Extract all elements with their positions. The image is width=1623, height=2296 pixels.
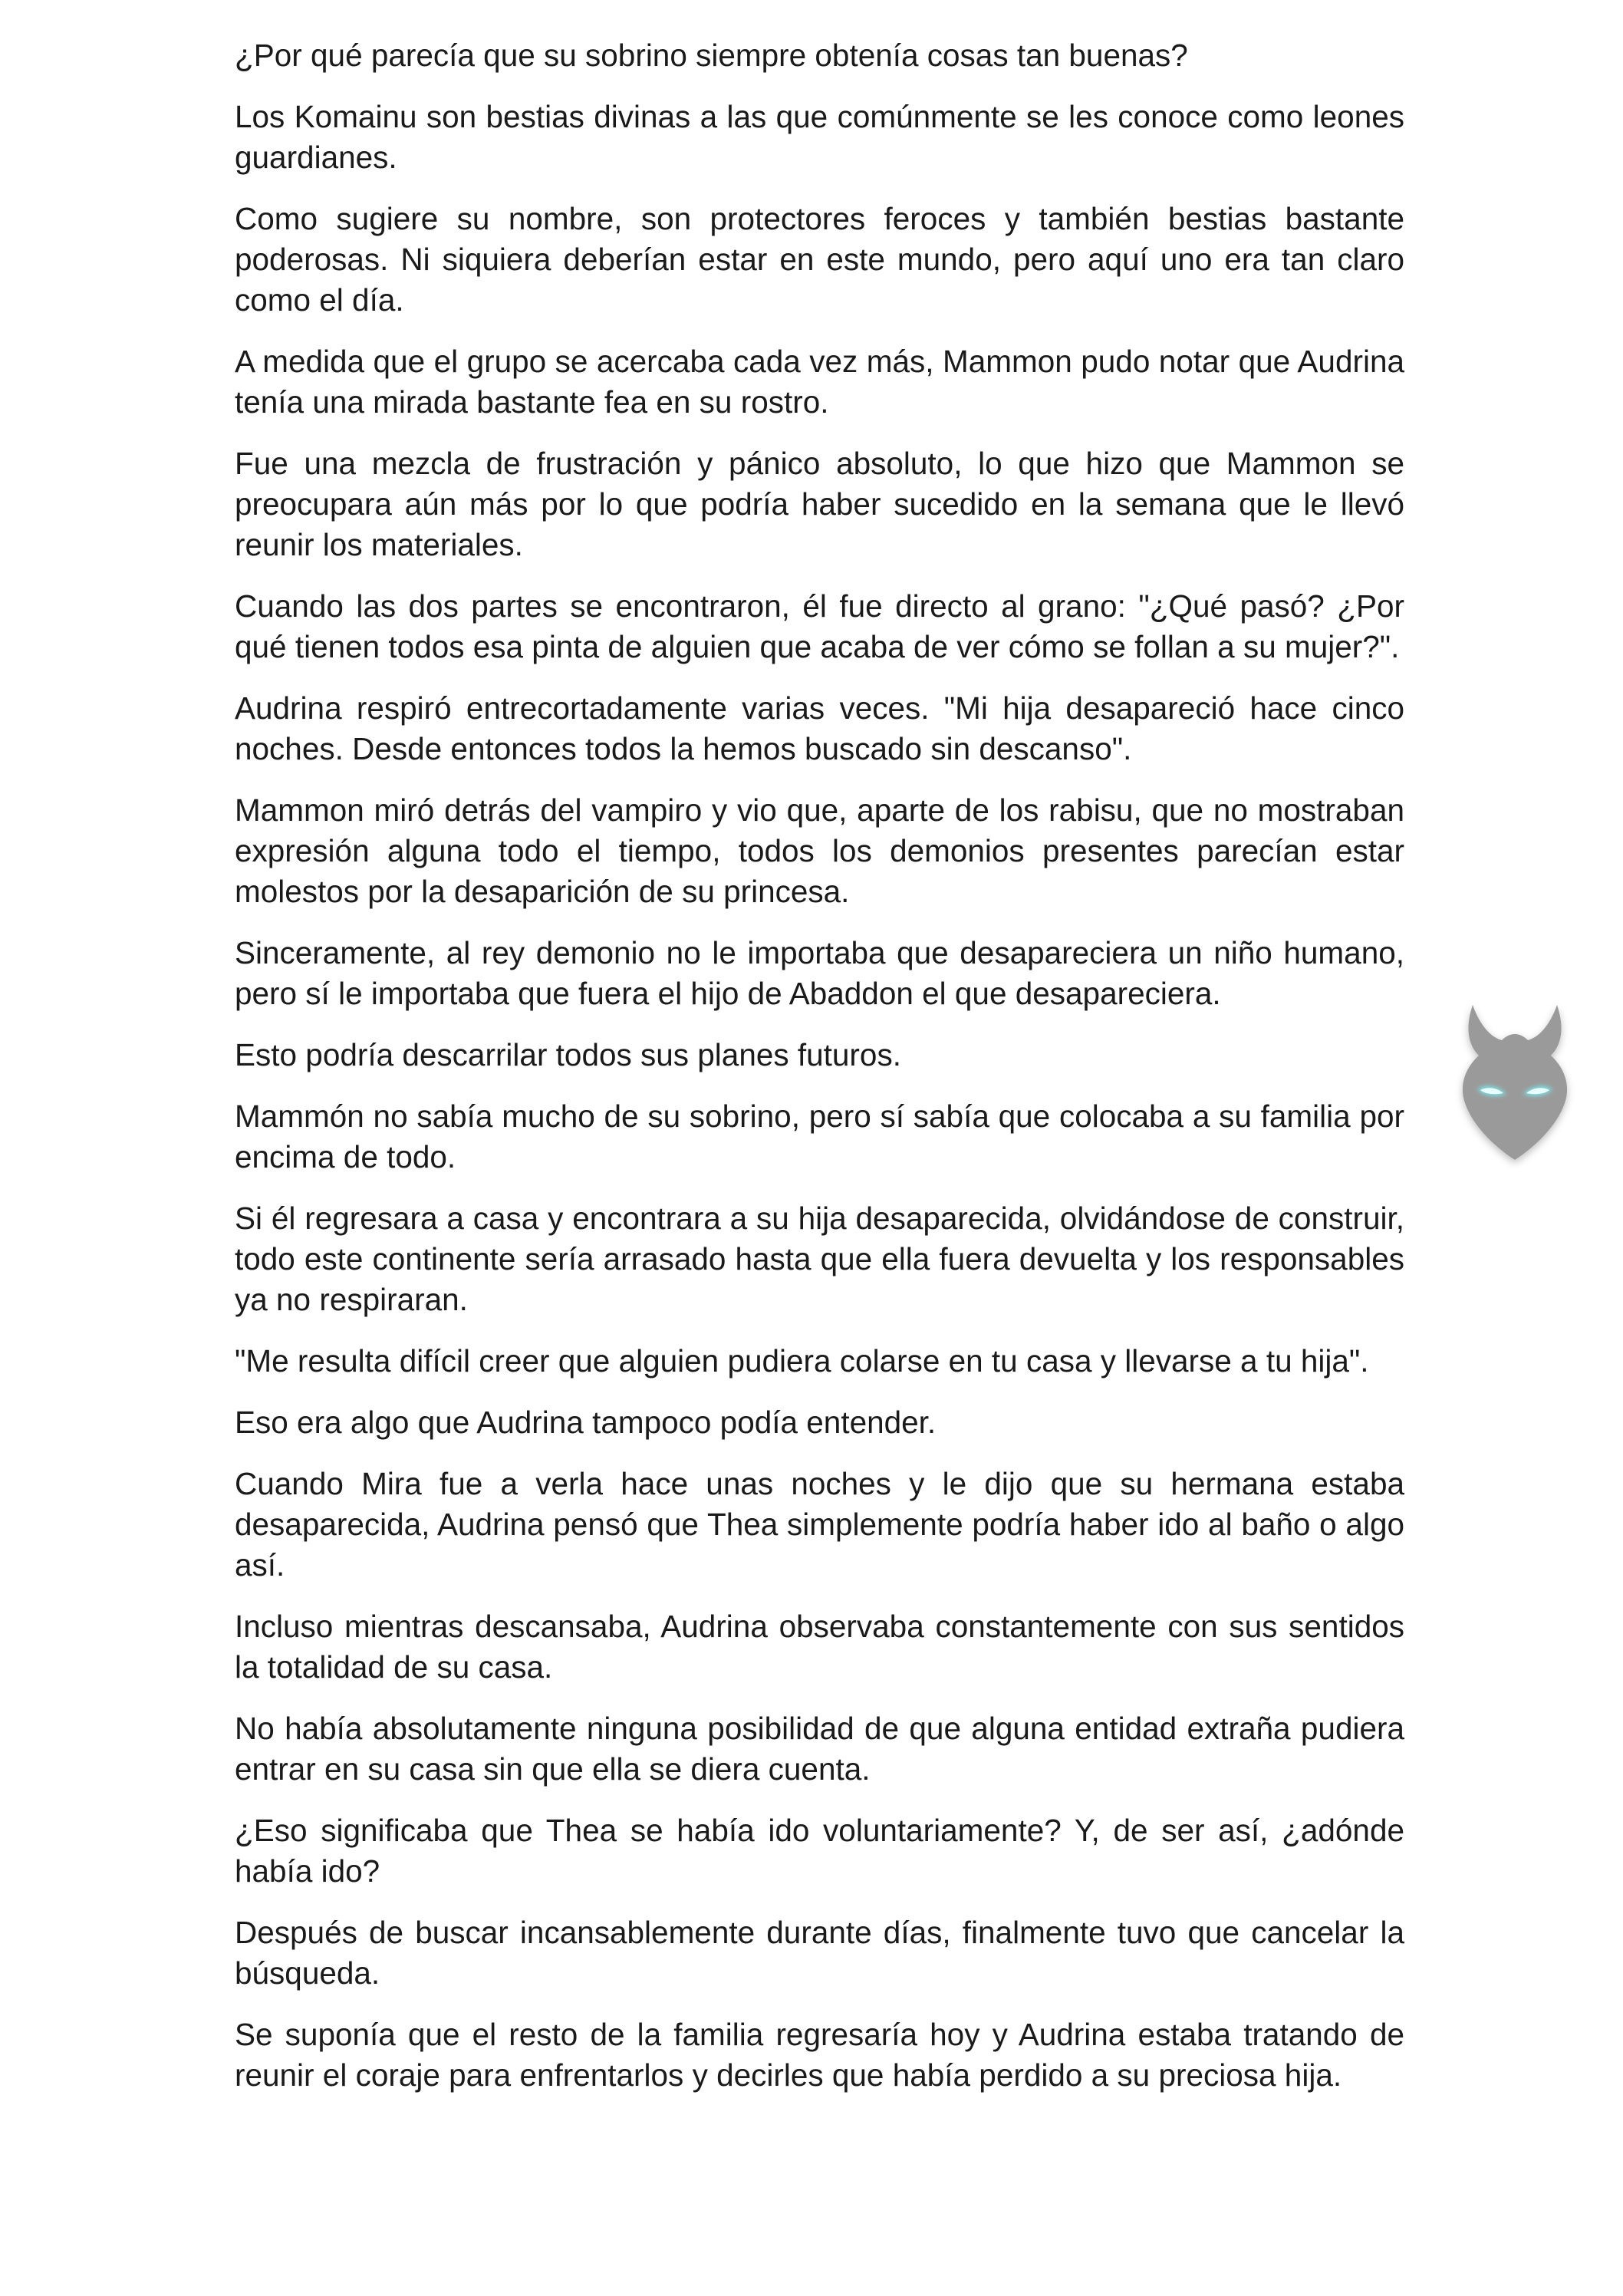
- paragraph-6: Cuando las dos partes se encontraron, él fue directo al grano: "¿Qué pasó? ¿Por qué tienen todos esa pinta de alguien que acaba de ver cómo se follan a su mujer?".: [235, 588, 1404, 664]
- paragraph-16: Incluso mientras descansaba, Audrina observaba constantemente con sus sentidos la totalidad de su casa.: [235, 1609, 1404, 1685]
- paragraph-15: Cuando Mira fue a verla hace unas noches y le dijo que su hermana estaba desaparecida, Audrina pensó que Thea simplemente podría haber ido al baño o algo así.: [235, 1466, 1404, 1583]
- paragraph-5: Fue una mezcla de frustración y pánico absoluto, lo que hizo que Mammon se preocupara aún más por lo que podría haber sucedido en la semana que le llevó reunir los materiales.: [235, 446, 1404, 562]
- paragraph-12: Si él regresara a casa y encontrara a su hija desaparecida, olvidándose de construir, todo este continente sería arrasado hasta que ella fuera devuelta y los responsables ya no respiraran.: [235, 1201, 1404, 1317]
- paragraph-9: Sinceramente, al rey demonio no le importaba que desapareciera un niño humano, pero sí le importaba que fuera el hijo de Abaddon el que desapareciera.: [235, 935, 1404, 1011]
- paragraph-10: Esto podría descarrilar todos sus planes futuros.: [235, 1037, 901, 1072]
- demon-head-icon: [1442, 997, 1588, 1174]
- paragraph-18: ¿Eso significaba que Thea se había ido voluntariamente? Y, de ser así, ¿adónde había ido?: [235, 1813, 1404, 1889]
- paragraph-1: ¿Por qué parecía que su sobrino siempre obtenía cosas tan buenas?: [235, 38, 1188, 73]
- paragraph-3: Como sugiere su nombre, son protectores feroces y también bestias bastante poderosas. Ni siquiera deberían estar en este mundo, pero aquí uno era tan claro como el día.: [235, 201, 1404, 318]
- paragraph-14: Eso era algo que Audrina tampoco podía entender.: [235, 1405, 937, 1440]
- paragraph-20: Se suponía que el resto de la familia regresaría hoy y Audrina estaba tratando de reunir el coraje para enfrentarlos y decirles que había perdido a su preciosa hija.: [235, 2017, 1404, 2093]
- document-body: [235, 35, 1404, 2116]
- paragraph-8: Mammon miró detrás del vampiro y vio que, aparte de los rabisu, que no mostraban expresión alguna todo el tiempo, todos los demonios presentes parecían estar molestos por la desaparición de su princesa.: [235, 792, 1404, 909]
- paragraph-13: "Me resulta difícil creer que alguien pudiera colarse en tu casa y llevarse a tu hija".: [235, 1343, 1369, 1379]
- paragraph-7: Audrina respiró entrecortadamente varias veces. "Mi hija desapareció hace cinco noches. Desde entonces todos la hemos buscado sin descanso".: [235, 690, 1404, 766]
- paragraph-19: Después de buscar incansablemente durante días, finalmente tuvo que cancelar la búsqueda.: [235, 1915, 1404, 1991]
- paragraph-2: Los Komainu son bestias divinas a las que comúnmente se les conoce como leones guardianes.: [235, 99, 1404, 175]
- paragraph-11: Mammón no sabía mucho de su sobrino, pero sí sabía que colocaba a su familia por encima de todo.: [235, 1099, 1404, 1174]
- paragraph-17: No había absolutamente ninguna posibilidad de que alguna entidad extraña pudiera entrar en su casa sin que ella se diera cuenta.: [235, 1711, 1404, 1787]
- paragraph-4: A medida que el grupo se acercaba cada vez más, Mammon pudo notar que Audrina tenía una mirada bastante fea en su rostro.: [235, 344, 1404, 420]
